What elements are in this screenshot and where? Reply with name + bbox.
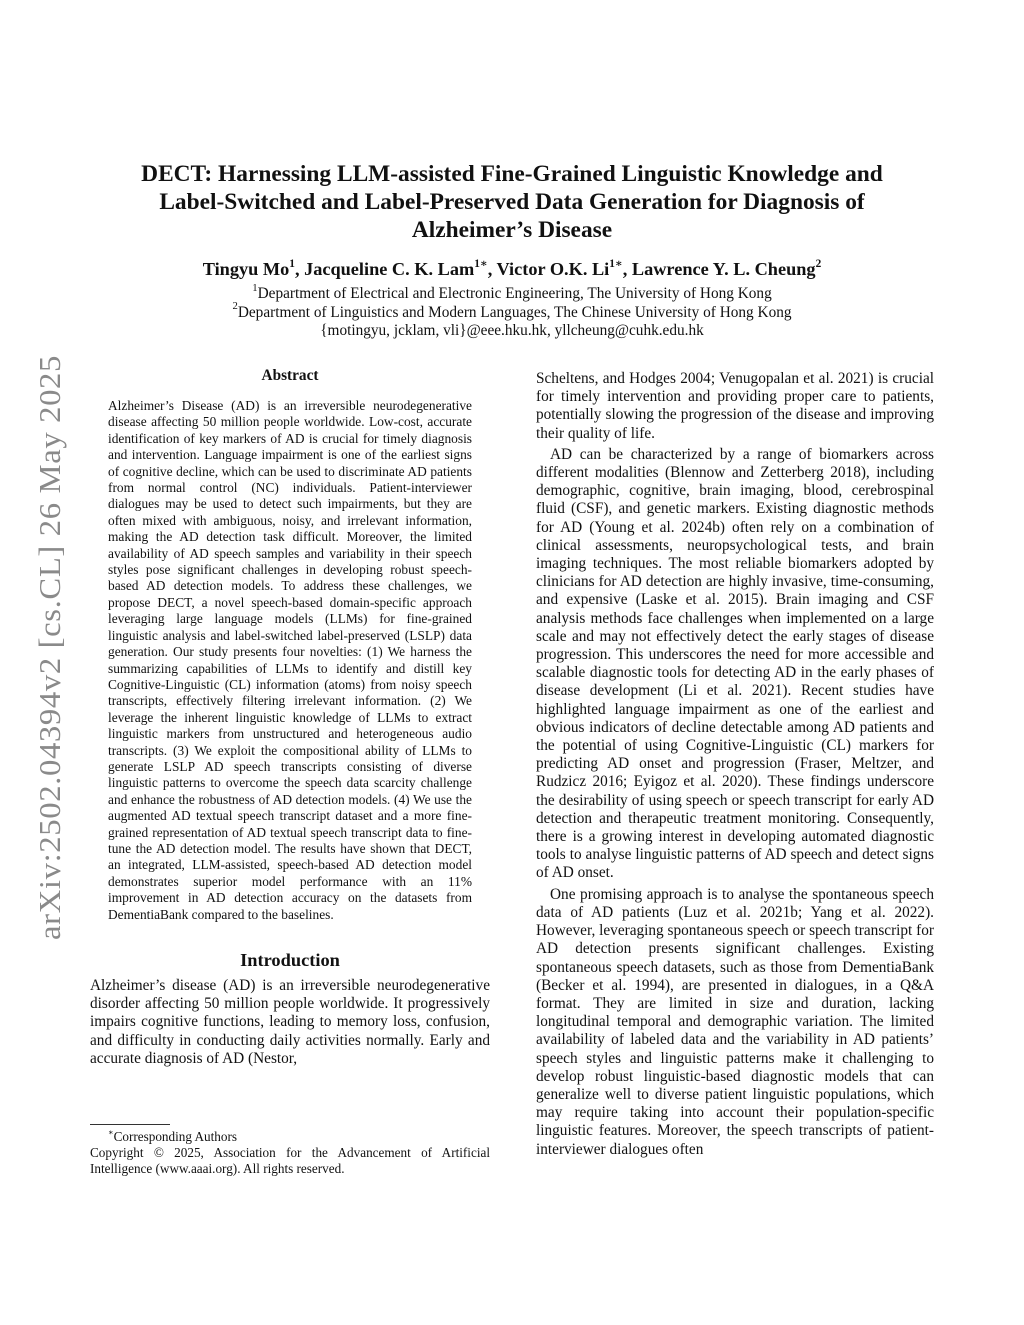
- paragraph: Alzheimer’s disease (AD) is an irreversible neurodegenerative disorder affecting 50 million people worldwide. It progressively impairs cognitive functions, leading to memory loss, confusion, and difficulty in conducting daily activities normally. Early and accurate diagnosis of AD (Nestor,: [90, 977, 490, 1067]
- paragraph: Scheltens, and Hodges 2004; Venugopalan et al. 2021) is crucial for timely intervention and providing proper care to patients, potentially slowing the progression of the disease and improving their quality of life.: [536, 370, 934, 442]
- arxiv-stamp-text: arXiv:2502.04394v2 [cs.CL] 26 May 2025: [32, 385, 67, 940]
- paper-title: [110, 160, 914, 244]
- footnote-rule: [90, 1124, 170, 1125]
- author-affil-mark: 1∗: [609, 257, 623, 270]
- author-name: Jacqueline C. K. Lam: [304, 259, 475, 279]
- author-affil-mark: 1: [289, 257, 295, 270]
- affiliation-1: [110, 281, 914, 304]
- introduction-heading: Introduction: [240, 950, 340, 970]
- introduction-body: [90, 977, 490, 1068]
- arxiv-stamp: [16, 350, 76, 950]
- affil-text: Department of Electrical and Electronic Engineering, The University of Hong Kong: [257, 285, 772, 302]
- footnote-text: Corresponding Authors: [113, 1129, 238, 1144]
- title-line-1: DECT: Harnessing LLM-assisted Fine-Grained Linguistic Knowledge and: [141, 161, 883, 187]
- abstract-heading: Abstract: [261, 367, 319, 384]
- affil-mark: 1: [252, 281, 258, 294]
- footnote-corresponding: [90, 1129, 490, 1145]
- author-affil-mark: 2: [815, 257, 822, 270]
- paragraph: One promising approach is to analyse the spontaneous speech data of AD patients (Luz et al. 2021b; Yang et al. 2022). However, leveraging spontaneous speech or speech transcript for AD detection presents significant challenges. Existing spontaneous speech datasets, such as those from DementiaBank (Becker et al. 1994), are presented in dialogues, in a Q&A format. They are limited in size and duration, lacking longitudinal temporal and demographic variation. The limited availability of labeled data and the variability in AD patients’ speech styles and linguistic patterns make it challenging to develop robust linguistic-based diagnostic models that can generalize well to diverse patient linguistic populations, which may require taking into account their population-specific linguistic features. Moreover, the speech transcripts of patient-interviewer dialogues often: [536, 885, 934, 1158]
- paragraph: AD can be characterized by a range of biomarkers across different modalities (Blennow and Zetterberg 2018), including demographic, cognitive, brain imaging, blood, cerebrospinal fluid (CSF), and genetic markers. Existing diagnostic methods for AD (Young et al. 2024b) often rely on a combination of clinical assessments, neuropsychological tests, and brain imaging techniques. The most reliable biomarkers adopted by clinicians for AD detection are highly invasive, time-consuming, and expensive (Laske et al. 2015). Brain imaging and CSF analysis methods face challenges when implemented on a large scale and may not effectively detect the early stages of disease progression. This underscores the need for more accessible and scalable diagnostic tools for detecting AD in the early phases of disease development (Li et al. 2021). Recent studies have highlighted language impairment as one of the earliest and obvious indicators of decline detectable among AD patients and the potential of using Cognitive-Linguistic (CL) markers for predicting AD onset and progression (Fraser, Meltzer, and Rudzicz 2016; Eyigoz et al. 2020). These findings underscore the desirability of using speech or speech transcript for early AD detection and therapeutic treatment monitoring. Consequently, there is a growing interest in developing automated diagnostic tools to analyse linguistic patterns of AD speech and detect signs of AD onset.: [536, 445, 934, 882]
- affiliations: [110, 281, 914, 341]
- affil-mark: 2: [232, 300, 238, 313]
- left-column: [90, 366, 490, 1068]
- author-list: Tingyu Mo$^1$, Jacqueline C. K. Lam$^{1∗}$, Victor O.K. $Li^{1∗}$, Lawrence Y. L. Cheung$^2$: [202, 257, 822, 279]
- author-emails: {motingyu, jcklam, vli}@eee.hku.hk, yllcheung@cuhk.edu.hk: [320, 322, 704, 339]
- affiliation-2: [110, 300, 914, 323]
- author-name: Lawrence Y. L. Cheung: [631, 259, 816, 279]
- title-line-2: Label-Switched and Label-Preserved Data Generation for Diagnosis of: [159, 189, 865, 215]
- introduction-continued: [536, 370, 934, 1159]
- affil-text: Department of Linguistics and Modern Languages, The Chinese University of Hong Kong: [237, 303, 792, 321]
- title-line-3: Alzheimer’s Disease: [411, 217, 613, 243]
- footnote-mark: ∗: [108, 1127, 114, 1137]
- right-column: [536, 370, 934, 1159]
- footnotes: [90, 1124, 490, 1177]
- copyright-notice: Copyright © 2025, Association for the Advancement of Artificial Intelligence (www.aaai.org). All rights reserved.: [90, 1145, 490, 1176]
- author-name: Victor O.K. Li: [496, 259, 610, 279]
- author-affil-mark: 1∗: [474, 257, 488, 270]
- author-name: Tingyu Mo: [202, 259, 290, 279]
- abstract-body: Alzheimer’s Disease (AD) is an irreversible neurodegenerative disease affecting 50 million people worldwide. Low-cost, accurate identification of key markers of AD is crucial for timely diagnosis and intervention. Language impairment is one of the earliest signs of cognitive decline, which can be used to discriminate AD patients from normal control (NC) individuals. Patient-interviewer dialogues may be used to detect such impairments, but they are often mixed with ambiguous, noisy, and irrelevant information, making the AD detection task difficult. Moreover, the limited availability of AD speech samples and variability in their speech styles pose significant challenges in developing robust speech-based AD detection models. To address these challenges, we propose DECT, a novel speech-based domain-specific approach leveraging large language models (LLMs) for fine-grained linguistic analysis and label-switched label-preserved (LSLP) data generation. Our study presents four novelties: (1) We harness the summarizing capabilities of LLMs to identify and distill key Cognitive-Linguistic (CL) information (atoms) from noisy speech transcripts, effectively filtering irrelevant information. (2) We leverage the inherent linguistic knowledge of LLMs to extract linguistic markers from unstructured and heterogeneous audio transcripts. (3) We exploit the compositional ability of LLMs to generate LSLP AD speech transcripts consisting of diverse linguistic patterns to overcome the speech data scarcity challenge and enhance the robustness of AD detection models. (4) We use the augmented AD textual speech transcript dataset and a more fine-grained representation of AD textual speech transcript data to fine-tune the AD detection model. The results have shown that DECT, an integrated, LLM-assisted, speech-based AD detection model demonstrates superior model performance with an 11% improvement in AD detection accuracy on the datasets from DementiaBank compared to the baselines.: [108, 398, 472, 922]
